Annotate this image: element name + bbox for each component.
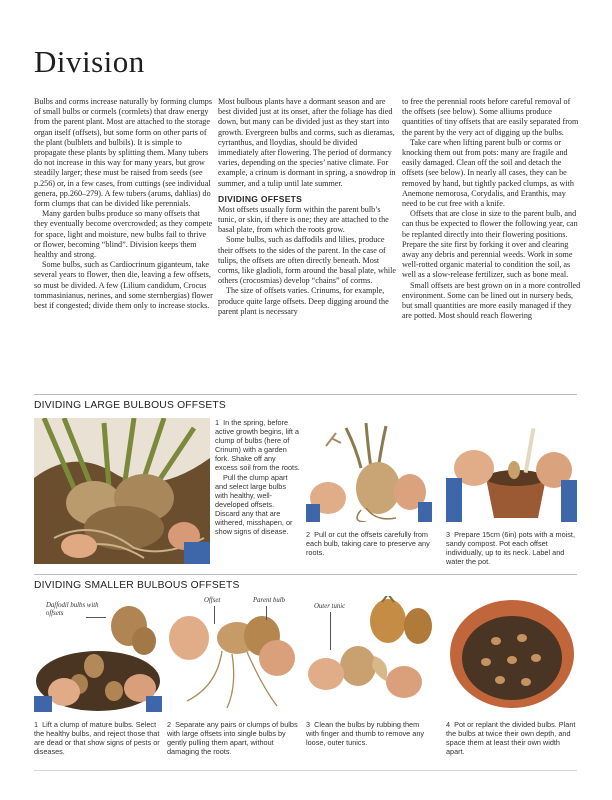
paragraph: Some bulbs, such as daffodils and lilies, produce their offsets to the sides of the parent. In the case of tulips, the offsets are often directly beneath. Most corms, like gladioli, form around the basal plate, while others (crocosmias) develop “chains” of corms. — [218, 235, 397, 286]
caption-step-2 — [306, 530, 432, 557]
paragraph: Take care when lifting parent bulb or corms or knocking them out from pots: many are fragile and easily damaged. Clean off the soil and detach the offsets (see below). In nearly all cases, they can be removed by hand, but tightly packed clumps, as with Anemone nemorosa, Corydalis, and Eranthis, may need to be cut free with a knife. — [402, 137, 574, 209]
paragraph: Offsets that are close in size to the parent bulb, and can thus be expected to flower the following year, can be replanted directly into their flowering positions. Prepare the site first by forking it over and clearing away any debris and perennial weeds. Work in some well-rotted organic material to condition the soil, as well as a slow-release fertilizer, such as bone meal. — [402, 209, 578, 280]
step-number: 1 — [34, 720, 39, 729]
caption-text: Pot or replant the divided bulbs. Plant the bulbs at twice their own depth, and space them at least their own width apart. — [446, 720, 576, 757]
caption-text: Pull or cut the offsets carefully from each bulb, taking care to preserve any roots. — [306, 530, 430, 558]
section-divider — [34, 574, 577, 575]
caption-small-step-4 — [446, 720, 577, 756]
photo-pulling-offsets — [306, 418, 432, 522]
page-title: Division — [34, 44, 145, 79]
photo-lifting-crinum-clump — [34, 418, 210, 564]
caption-text: In the spring, before active growth begins, lift a clump of bulbs (here of Crinum) with a garden fork. Shake off any excess soil from the roots. — [215, 418, 300, 473]
text-column-2 — [218, 97, 398, 317]
caption-text: Clean the bulbs by rubbing them with finger and thumb to remove any loose, outer tunics. — [306, 720, 425, 748]
paragraph: Some bulbs, such as Cardiocrinum giganteum, take several years to flower, then die, leaving a few offsets, so must be divided. A few (Lilium candidum, Crocus tommasinianus, nerines, and some sternbergias) flower best if congested; divide them only to increase stocks. — [34, 260, 213, 311]
paragraph: Many garden bulbs produce so many offsets that they eventually become overcrowded; as they compete for space, light and moisture, new bulbs fail to thrive or flower, becoming “blind”. Division keeps them healthy and strong. — [34, 209, 213, 260]
step-number: 3 — [446, 530, 451, 539]
caption-small-step-2 — [167, 720, 299, 756]
label-leader-line — [86, 617, 106, 618]
caption-small-step-1 — [34, 720, 162, 756]
step-number: 2 — [306, 530, 311, 539]
photo-cleaning-bulbs — [306, 596, 432, 712]
section-heading: DIVIDING LARGE BULBOUS OFFSETS — [34, 400, 226, 411]
step-number: 3 — [306, 720, 311, 729]
caption-text: Pull the clump apart and select large bulbs with healthy, well-developed offsets. Discard any that are withered, misshapen, or show signs of disease. — [215, 472, 293, 537]
step-number: 1 — [215, 418, 220, 427]
paragraph: Small offsets are best grown on in a more controlled environment. Some can be lined out in nursery beds, but small quantities are more easily managed if they are potted. Most should reach flowering — [402, 280, 581, 321]
text-column-3 — [402, 97, 582, 321]
footer-divider — [34, 770, 577, 771]
caption-text: Lift a clump of mature bulbs. Select the healthy bulbs, and reject those that are dead or that show signs of pests or diseases. — [34, 720, 160, 757]
caption-text: Separate any pairs or clumps of bulbs with large offsets into single bulbs by gently pulling them apart, without damaging the roots. — [167, 720, 298, 757]
paragraph: Most bulbous plants have a dormant season and are best divided just at its onset, after the foliage has died down, but many can be divided just as they start into growth. Evergreen bulbs and corms, such as dieramas, cyrtanthus, and lloydias, should be divided immediately after flowering. The period of dormancy varies, depending on the species’ native climate. For example, a crinum is dormant in spring, a snowdrop in summer, and a tulip until late summer. — [218, 97, 396, 188]
caption-step-3 — [446, 530, 577, 566]
section-divider — [34, 394, 577, 395]
caption-step-1 — [215, 418, 300, 536]
text-column-1 — [34, 97, 214, 311]
paragraph: to free the perennial roots before careful removal of the offsets (see below). Some alliums produce quantities of tiny offsets that are easily separated from the parent by the very act of digging up the bulbs. — [402, 97, 579, 137]
label-outer-tunic: Outer tunic — [314, 603, 346, 610]
caption-text: Prepare 15cm (6in) pots with a moist, sandy compost. Pot each offset individually, up to its neck. Label and water the pot. — [446, 530, 575, 567]
caption-small-step-3 — [306, 720, 434, 747]
paragraph: The size of offsets varies. Crinums, for example, produce quite large offsets. Deep digging around the parent plant is necessary — [218, 286, 389, 316]
label-daffodil-bulbs: Daffodil bulbs with offsets — [46, 602, 99, 617]
photo-separating-bulbs — [167, 596, 295, 712]
photo-potted-bulbs — [446, 596, 577, 712]
label-leader-line — [330, 612, 331, 650]
step-number: 4 — [446, 720, 451, 729]
photo-potting-offset — [446, 418, 577, 522]
label-leader-line — [214, 606, 215, 624]
paragraph: Bulbs and corms increase naturally by forming clumps of small bulbs or cormels (cormlets) that draw energy from the parent plant. Most are attached to the storage organ itself (offsets), but some form on other parts of the plant (bulblets and bulbils). It is simple to propagate these plants by splitting them. Many tubers do not increase in this way for many years, but grow steadily larger; these must be raised from seeds (see p.256) or, in a few cases, from cuttings (see individual genera, pp.260–279). A few tubers (arums, dahlias) do form clumps that can be divided like perennials. — [34, 97, 213, 209]
paragraph: Most offsets usually form within the parent bulb’s tunic, or skin, if there is one; they are attached to the basal plate, from which the roots grow. — [218, 204, 389, 235]
label-offset: Offset — [204, 597, 221, 604]
section-heading: DIVIDING SMALLER BULBOUS OFFSETS — [34, 580, 240, 591]
label-parent-bulb: Parent bulb — [253, 597, 286, 604]
label-leader-line — [266, 606, 267, 620]
subheading: DIVIDING OFFSETS — [218, 193, 303, 204]
step-number: 2 — [167, 720, 172, 729]
